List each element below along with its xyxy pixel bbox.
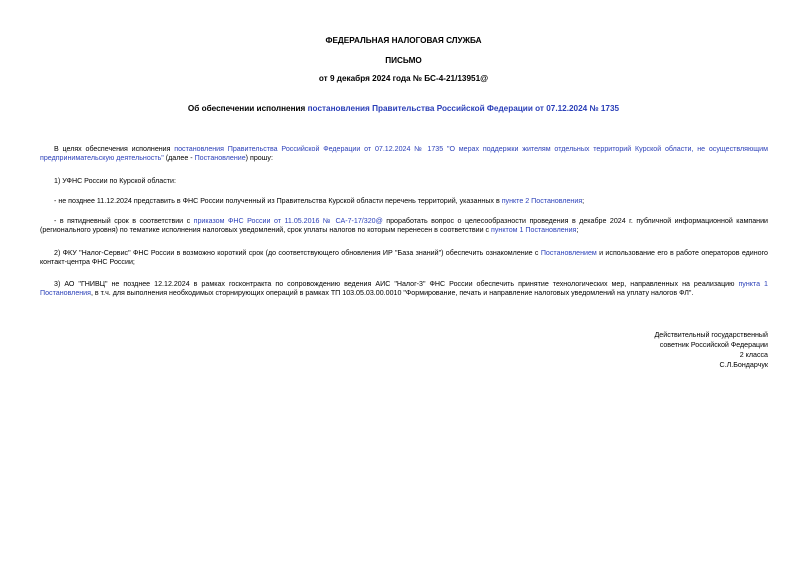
item-3-point-link[interactable]: пункта 1 Постановления [40,280,768,298]
item-1-b-order-link[interactable]: приказом ФНС России от 11.05.2016 № СА-7-17/320@ [193,217,383,225]
paragraph-item-3 [40,280,768,298]
item-1-a-text-2: ; [582,197,585,205]
signature-line-1: Действительный государственный [654,331,768,339]
item-1-b-point-link[interactable]: пунктом 1 Постановления [491,226,577,235]
doc-type-heading: ПИСЬМО [385,56,422,65]
item-2-text-1: 2) ФКУ "Налог-Сервис" ФНС России в возможно короткий срок (до соответствующего обновления ИР "База знаний") обеспечить ознакомление с [54,249,541,257]
item-3-text-1: 3) АО "ГНИВЦ" не позднее 12.12.2024 в рамках госконтракта по сопровождению ведения АИС "Налог-3" ФНС России обеспечить принятие технологических мер, направленных на реализацию [54,280,739,288]
signature-line-2: советник Российской Федерации [659,341,768,349]
signature-line-3: 2 класса [739,351,768,359]
intro-text-2: (далее - [163,154,195,163]
paragraph-intro [40,145,768,163]
item-2-text-2: и использование его в работе операторов единого контакт-центра ФНС России; [40,249,768,267]
title-prefix: Об обеспечении исполнения [187,104,308,113]
item-1-text: 1) УФНС России по Курской области: [54,177,176,185]
agency-heading: ФЕДЕРАЛЬНАЯ НАЛОГОВАЯ СЛУЖБА [325,36,482,45]
paragraph-item-2 [40,249,768,267]
document-title [0,104,807,114]
item-3-text-2: , в т.ч. для выполнения необходимых сторнирующих операций в рамках ТП 103.05.03.00.0010 "Формирование, печать и направление налоговых уведомлений на уплату налогов ФЛ". [90,289,694,298]
intro-text-1: В целях обеспечения исполнения [54,145,175,153]
item-1-b-text-1: - в пятидневный срок в соответствии с [54,217,194,225]
item-1-b-text-3: ; [576,226,579,235]
item-1-b-text-2: проработать вопрос о целесообразности проведения в декабре 2024 г. публичной информационной кампании (регионального уровня) по тематике исполнения налоговых уведомлений, срок уплаты налогов по которым перенесен в соответствии с [40,217,768,235]
paragraph-item-1-b [40,217,768,235]
item-1-a-link[interactable]: пункте 2 Постановления [501,197,583,205]
intro-resolution-link[interactable]: постановления Правительства Российской Федерации от 07.12.2024 № 1735 "О мерах поддержки жителям отдельных территорий Курской области, не осуществляющим предпринимательскую деятельность" [40,145,768,163]
item-1-a-text-1: - не позднее 11.12.2024 представить в ФНС России полученный из Правительства Курской области перечень территорий, указанных в [54,197,502,205]
paragraph-item-1-a [40,197,768,206]
paragraph-item-1 [40,177,768,186]
intro-text-3: ) прошу: [245,154,273,163]
title-resolution-link[interactable]: постановления Правительства Российской Федерации от 07.12.2024 № 1735 [307,104,620,113]
signature-name: С.Л.Бондарчук [719,361,768,369]
item-2-postanovlenie-link[interactable]: Постановлением [540,249,597,257]
doc-date-number: от 9 декабря 2024 года № БС-4-21/13951@ [318,74,489,83]
intro-postanovlenie-link[interactable]: Постановление [194,154,246,163]
